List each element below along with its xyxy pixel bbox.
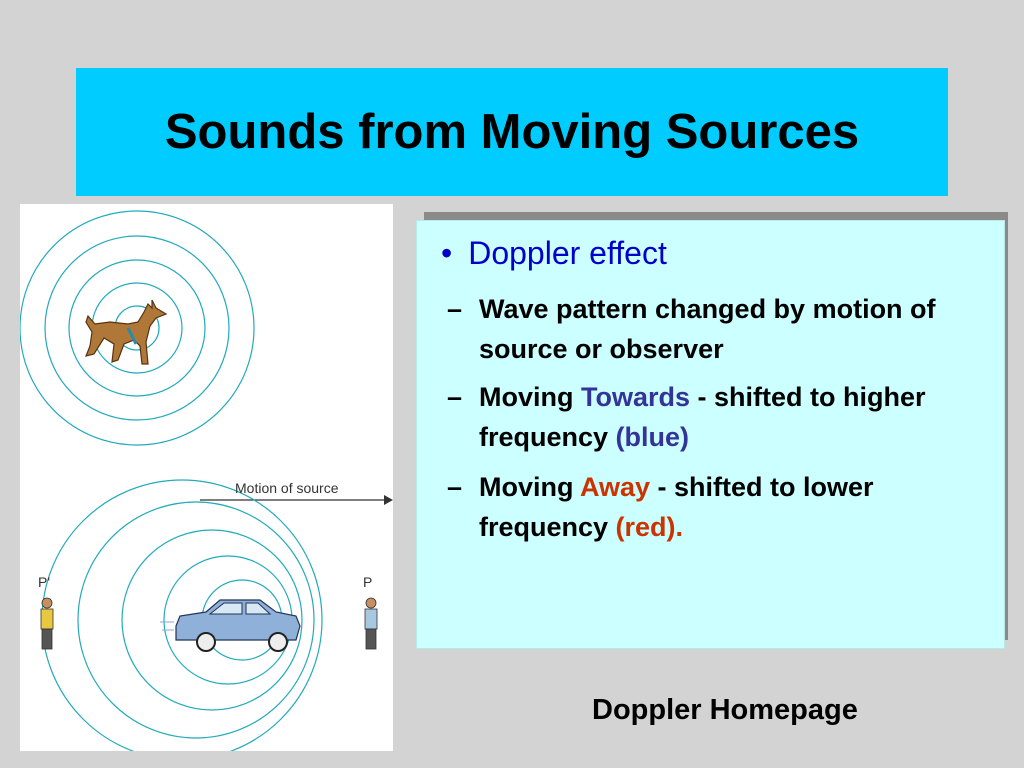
red-note: (red). (615, 512, 684, 542)
doppler-homepage-link[interactable]: Doppler Homepage (592, 694, 858, 726)
car-icon (160, 600, 300, 651)
sub-bullet-text: Moving (479, 472, 580, 502)
observer-right-icon (365, 598, 377, 649)
towards-highlight: Towards (581, 382, 691, 412)
main-bullet (441, 235, 667, 272)
observer-right-label: P (363, 574, 373, 590)
main-bullet-text: Doppler effect (468, 235, 667, 271)
dash: – (447, 294, 463, 324)
observer-left-icon (41, 598, 53, 649)
slide-title: Sounds from Moving Sources (164, 105, 860, 159)
motion-of-source-label: Motion of source (235, 480, 339, 496)
dash: – (447, 382, 463, 412)
sub-bullet-text: Moving (479, 382, 581, 412)
doppler-figure (20, 204, 393, 751)
sub-bullet-3 (447, 467, 969, 547)
sub-bullet-2 (447, 377, 969, 457)
away-highlight: Away (580, 472, 651, 502)
sub-bullet-text: Wave pattern changed by motion of source or observer (479, 294, 936, 364)
bullet-dot: • (441, 235, 453, 271)
sub-bullet-text: - shifted to lower frequency (479, 472, 874, 542)
doppler-diagram (20, 204, 393, 751)
arrow-head-icon (384, 495, 393, 505)
blue-note: (blue) (615, 422, 690, 452)
bullet-text-box (416, 220, 1005, 649)
observer-left-label: P' (38, 574, 51, 590)
dash: – (447, 472, 463, 502)
title-banner (76, 68, 948, 196)
sub-bullet-text: - shifted to higher frequency (479, 382, 926, 452)
sub-bullet-1 (447, 289, 969, 369)
